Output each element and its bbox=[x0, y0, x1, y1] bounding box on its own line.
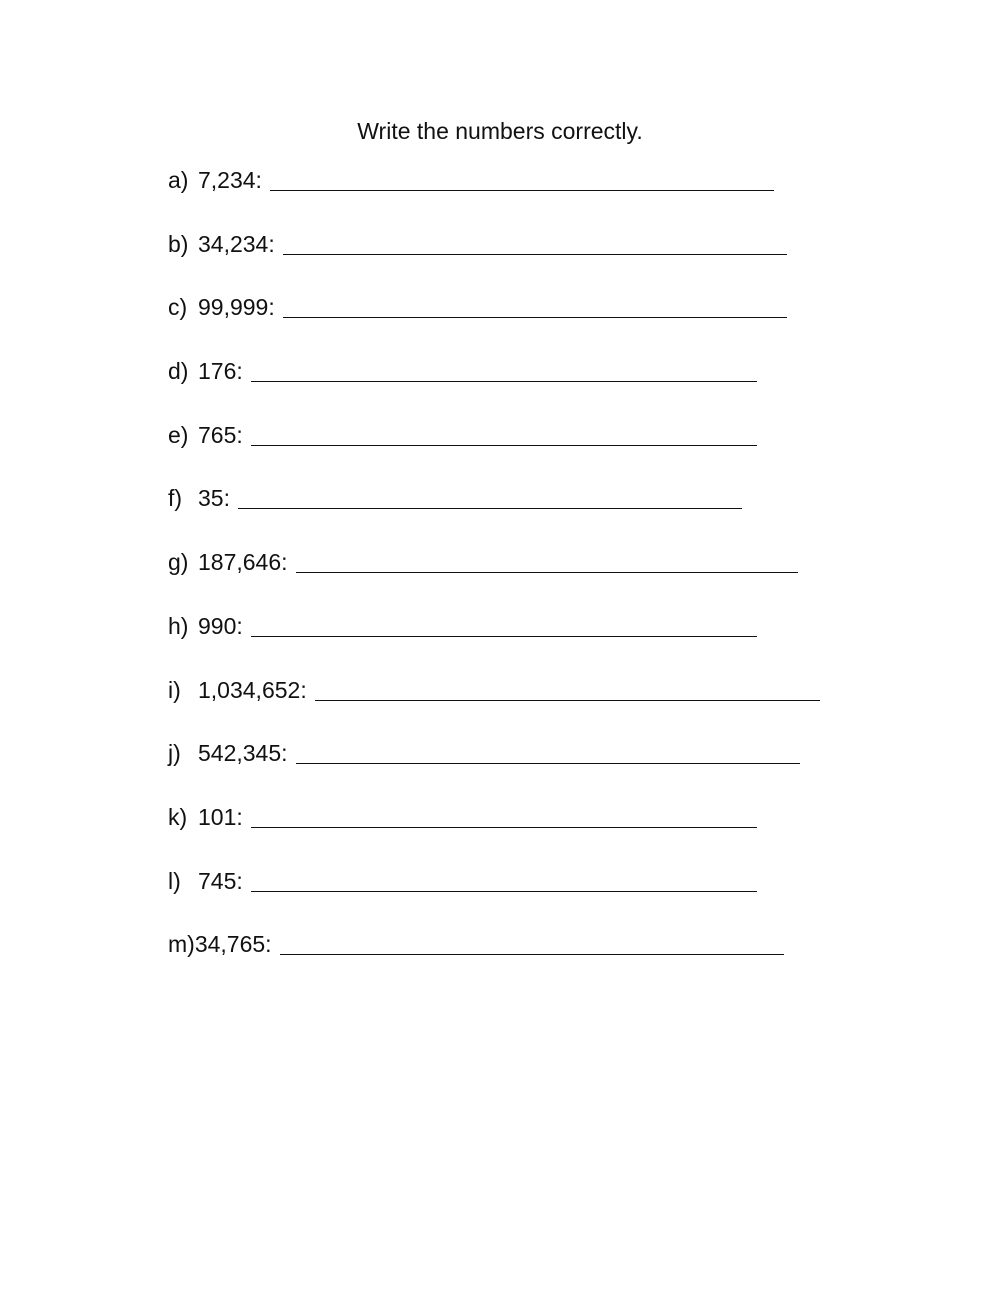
answer-line[interactable] bbox=[270, 164, 774, 191]
question-number: 765: bbox=[198, 421, 243, 448]
answer-line[interactable] bbox=[315, 674, 820, 701]
question-letter: a) bbox=[168, 167, 189, 193]
question-number: 99,999: bbox=[198, 294, 275, 321]
answer-line[interactable] bbox=[238, 482, 742, 509]
question-number: 101: bbox=[198, 803, 243, 830]
question-item bbox=[168, 228, 868, 292]
question-number: 34,765: bbox=[194, 931, 272, 958]
question-letter: f) bbox=[168, 485, 183, 512]
worksheet-title: Write the numbers correctly. bbox=[357, 118, 643, 144]
question-letter: m) bbox=[168, 931, 195, 958]
question-item bbox=[168, 865, 868, 929]
question-letter: i) bbox=[168, 676, 181, 703]
question-item bbox=[168, 164, 868, 228]
question-number: 35: bbox=[198, 485, 230, 512]
answer-line[interactable] bbox=[283, 228, 787, 255]
question-letter: l) bbox=[168, 867, 181, 894]
question-item bbox=[168, 291, 868, 355]
question-item bbox=[168, 801, 868, 865]
question-letter: b) bbox=[168, 230, 189, 257]
question-letter: k) bbox=[168, 803, 188, 830]
question-list bbox=[168, 164, 868, 992]
question-item bbox=[168, 482, 868, 546]
answer-line[interactable] bbox=[251, 419, 757, 446]
question-letter: e) bbox=[168, 421, 189, 448]
answer-line[interactable] bbox=[280, 928, 784, 955]
question-number: 542,345: bbox=[198, 740, 288, 767]
question-number: 176: bbox=[198, 358, 243, 385]
question-letter: h) bbox=[168, 612, 189, 639]
question-number: 990: bbox=[198, 612, 243, 639]
question-number: 1,034,652: bbox=[198, 676, 307, 703]
answer-line[interactable] bbox=[251, 801, 757, 828]
question-letter: c) bbox=[168, 294, 188, 321]
question-item bbox=[168, 419, 868, 483]
question-number: 187,646: bbox=[198, 549, 288, 576]
question-letter: d) bbox=[168, 358, 189, 385]
answer-line[interactable] bbox=[296, 737, 800, 764]
question-number: 34,234: bbox=[198, 230, 275, 257]
question-item bbox=[168, 928, 868, 992]
question-number: 745: bbox=[198, 867, 243, 894]
answer-line[interactable] bbox=[296, 546, 798, 573]
answer-line[interactable] bbox=[251, 355, 757, 382]
question-letter: j) bbox=[168, 740, 181, 767]
question-item bbox=[168, 737, 868, 801]
question-item bbox=[168, 610, 868, 674]
question-item bbox=[168, 546, 868, 610]
answer-line[interactable] bbox=[283, 291, 787, 318]
question-number: 7,234: bbox=[198, 167, 262, 193]
answer-line[interactable] bbox=[251, 610, 757, 637]
question-letter: g) bbox=[168, 549, 189, 576]
question-item bbox=[168, 355, 868, 419]
question-item bbox=[168, 674, 868, 738]
answer-line[interactable] bbox=[251, 865, 757, 892]
